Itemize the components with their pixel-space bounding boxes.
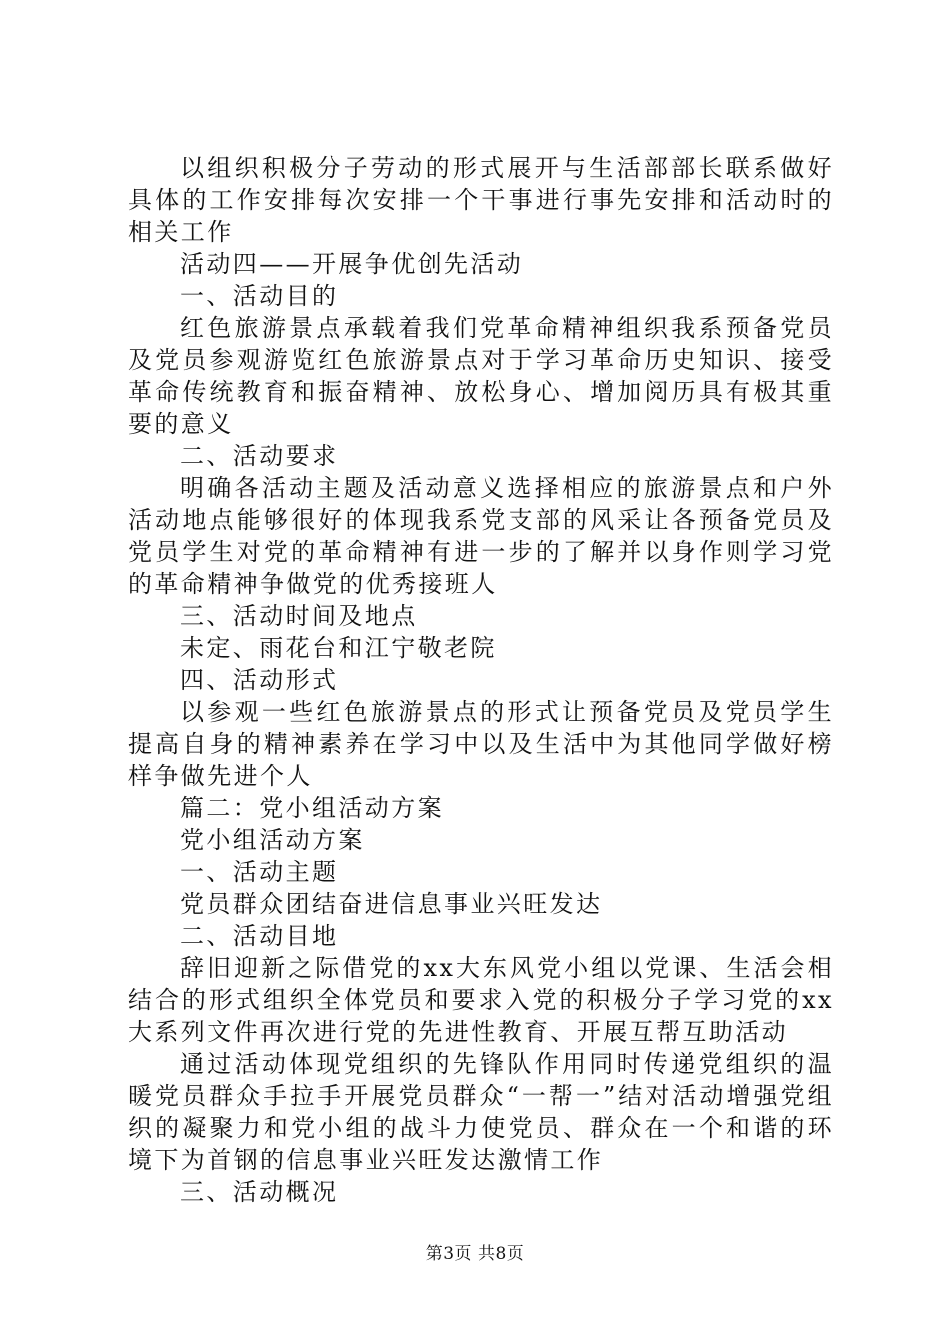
document-title: 党小组活动方案 [180,826,365,854]
page-footer [0,1243,950,1265]
section-heading: 二、活动目地 [180,922,339,950]
paragraph: 未定、雨花台和江宁敬老院 [180,634,497,662]
section-heading: 二、活动要求 [180,442,339,470]
paragraph: 辞旧迎新之际借党的xx大东风党小组以党课、生活会相结合的形式组织全体党员和要求入党的积极分子学习党的xx大系列文件再次进行党的先进性教育、开展互帮互助活动 [128,954,834,1046]
section-heading: 活动四——开展争优创先活动 [180,250,524,278]
paragraph: 红色旅游景点承载着我们党革命精神组织我系预备党员及党员参观游览红色旅游景点对于学习革命历史知识、接受革命传统教育和振奋精神、放松身心、增加阅历具有极其重要的意义 [128,314,834,438]
section-heading: 三、活动概况 [180,1178,339,1206]
section-heading: 一、活动目的 [180,282,339,310]
paragraph: 以参观一些红色旅游景点的形式让预备党员及党员学生提高自身的精神素养在学习中以及生活中为其他同学做好榜样争做先进个人 [128,698,834,790]
section-heading: 四、活动形式 [180,666,339,694]
document-body [128,152,834,1208]
page-number-label: 第3页 共8页 [425,1244,525,1264]
section-heading: 三、活动时间及地点 [180,602,418,630]
paragraph: 党员群众团结奋进信息事业兴旺发达 [180,890,603,918]
section-heading: 一、活动主题 [180,858,339,886]
paragraph: 明确各活动主题及活动意义选择相应的旅游景点和户外活动地点能够很好的体现我系党支部的风采让各预备党员及党员学生对党的革命精神有进一步的了解并以身作则学习党的革命精神争做党的优秀接班人 [128,474,834,598]
paragraph: 通过活动体现党组织的先锋队作用同时传递党组织的温暖党员群众手拉手开展党员群众“一帮一”结对活动增强党组织的凝聚力和党小组的战斗力使党员、群众在一个和谐的环境下为首钢的信息事业兴旺发达激情工作 [128,1050,834,1174]
chapter-heading: 篇二：党小组活动方案 [180,794,444,822]
paragraph: 以组织积极分子劳动的形式展开与生活部部长联系做好具体的工作安排每次安排一个干事进行事先安排和活动时的相关工作 [128,154,834,246]
